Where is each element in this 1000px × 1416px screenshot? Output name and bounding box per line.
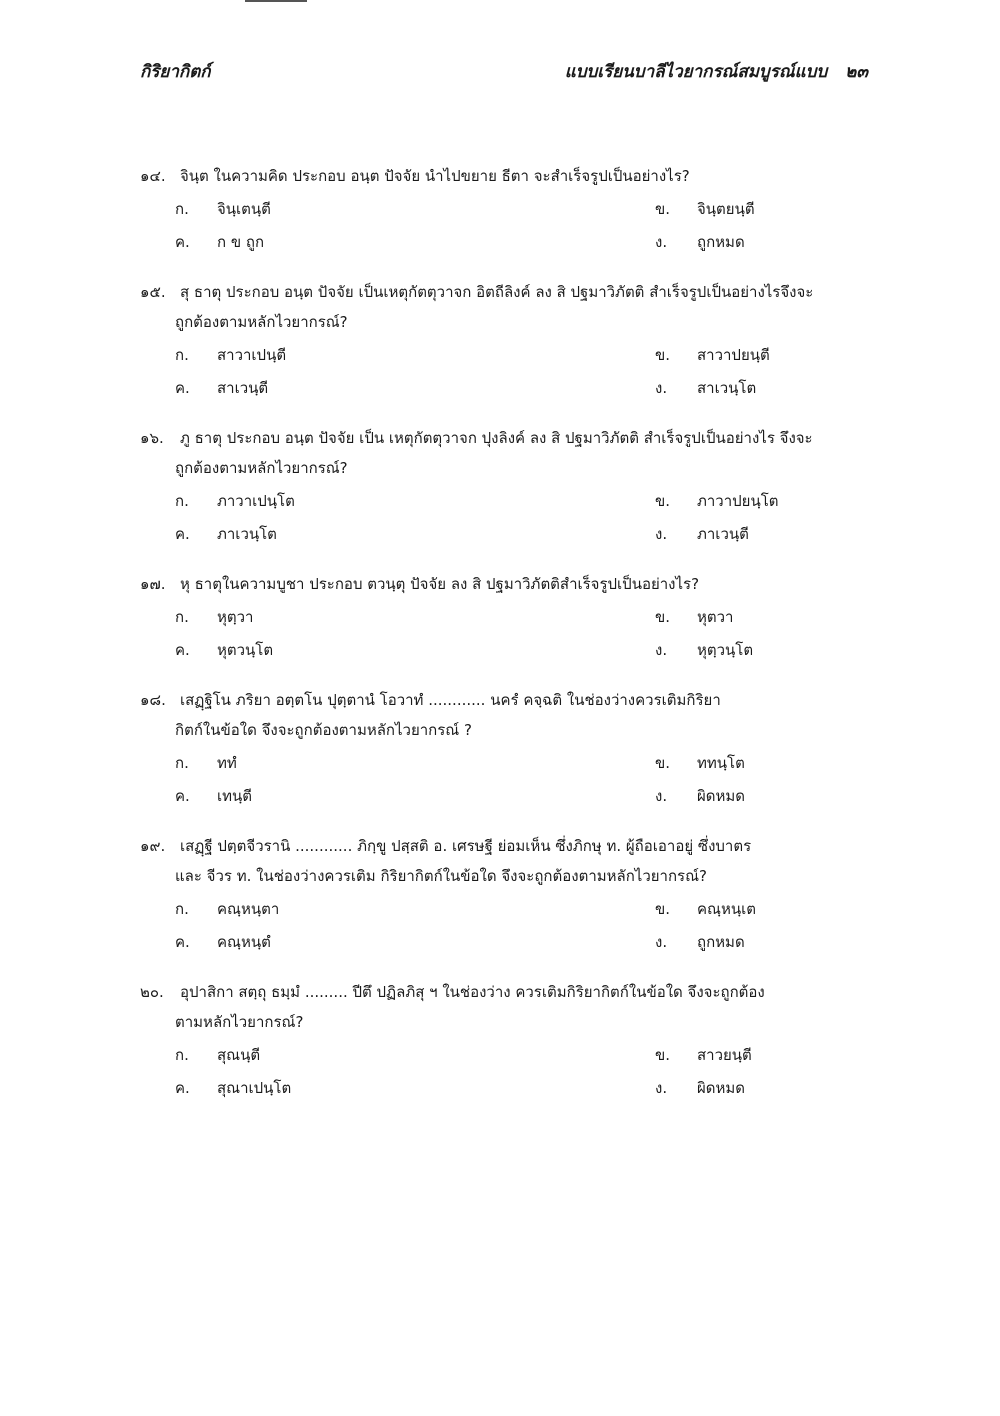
option-b[interactable] xyxy=(655,601,870,634)
option-d[interactable] xyxy=(655,226,870,259)
top-edge-mark xyxy=(245,0,307,2)
question-text: จินฺต ในความคิด ประกอบ อนฺต ปัจจัย นำไปขยาย ธีตา จะสำเร็จรูปเป็นอย่างไร? xyxy=(180,167,690,185)
option-b[interactable] xyxy=(655,193,870,226)
option-a[interactable] xyxy=(140,747,655,780)
option-label: ข. xyxy=(655,900,671,918)
question-18 xyxy=(140,684,870,813)
option-text: สุณาเปนฺโต xyxy=(217,1079,292,1097)
option-label: ง. xyxy=(655,233,668,251)
question-text-continued: และ จีวร ท. ในช่องว่างควรเติม กิริยากิตก์ในข้อใด จึงจะถูกต้องตามหลักไวยากรณ์? xyxy=(175,867,707,885)
question-number: ๑๔. xyxy=(140,167,166,185)
option-label: ง. xyxy=(655,525,668,543)
option-label: ง. xyxy=(655,933,668,951)
question-17 xyxy=(140,568,870,667)
option-d[interactable] xyxy=(655,372,870,405)
option-c[interactable] xyxy=(140,780,655,813)
option-c[interactable] xyxy=(140,518,655,551)
option-b[interactable] xyxy=(655,339,870,372)
page-number: ๒๓ xyxy=(845,62,868,82)
question-text-continued: ตามหลักไวยากรณ์? xyxy=(175,1013,304,1031)
question-number: ๑๖. xyxy=(140,429,164,447)
option-b[interactable] xyxy=(655,893,870,926)
option-label: ข. xyxy=(655,608,671,626)
option-label: ข. xyxy=(655,346,671,364)
option-text: ภาวาเปนฺโต xyxy=(217,492,295,510)
option-text: ภาเวนฺตี xyxy=(697,525,749,543)
option-label: ก. xyxy=(175,900,189,918)
question-text: อุปาสิกา สตฺถุ ธมฺมํ ......... ปีตึ ปฏิลภิสุ ฯ ในช่องว่าง ควรเติมกิริยากิตก์ในข้อใด จึงจะถูกต้อง xyxy=(180,983,765,1001)
page-header xyxy=(0,58,1000,88)
option-c[interactable] xyxy=(140,634,655,667)
option-text: ถูกหมด xyxy=(697,233,745,251)
option-text: หุตวา xyxy=(697,608,734,626)
option-text: สาวาปยนฺตี xyxy=(697,346,770,364)
option-label: ค. xyxy=(175,787,190,805)
question-text-continued: ถูกต้องตามหลักไวยากรณ์? xyxy=(175,459,348,477)
option-d[interactable] xyxy=(655,518,870,551)
option-label: ก. xyxy=(175,754,189,772)
option-text: ผิดหมด xyxy=(697,787,746,805)
option-text: จินฺเตนฺตี xyxy=(217,200,271,218)
option-a[interactable] xyxy=(140,1039,655,1072)
option-label: ข. xyxy=(655,1046,671,1064)
option-text: สาวาเปนฺตี xyxy=(217,346,287,364)
option-label: ค. xyxy=(175,379,190,397)
question-number: ๑๙. xyxy=(140,837,166,855)
option-text: สาเวนฺตี xyxy=(217,379,269,397)
option-label: ค. xyxy=(175,641,190,659)
question-15 xyxy=(140,276,870,405)
option-label: ข. xyxy=(655,492,671,510)
question-number: ๒๐. xyxy=(140,983,164,1001)
option-a[interactable] xyxy=(140,193,655,226)
option-text: ถูกหมด xyxy=(697,933,745,951)
question-text: หุ ธาตุในความบูชา ประกอบ ตวนฺตุ ปัจจัย ลง สิ ปฐมาวิภัตติสำเร็จรูปเป็นอย่างไร? xyxy=(180,575,700,593)
option-c[interactable] xyxy=(140,226,655,259)
option-text: สุณนฺตี xyxy=(217,1046,261,1064)
option-label: ข. xyxy=(655,754,671,772)
question-text-continued: ถูกต้องตามหลักไวยากรณ์? xyxy=(175,313,348,331)
question-text: ภู ธาตุ ประกอบ อนฺต ปัจจัย เป็น เหตุกัตตุวาจก ปุงลิงค์ ลง สิ ปฐมาวิภัตติ สำเร็จรูปเป็นอย่างไร จึงจะ xyxy=(180,429,813,447)
option-text: คณฺหนฺตา xyxy=(217,900,280,918)
option-a[interactable] xyxy=(140,339,655,372)
option-label: ก. xyxy=(175,1046,189,1064)
option-label: ค. xyxy=(175,933,190,951)
option-text: สาเวนฺโต xyxy=(697,379,757,397)
option-label: ค. xyxy=(175,525,190,543)
question-text: เสฏฺฐิโน ภริยา อตฺตโน ปุตฺตานํ โอวาทํ ............ นครํ คจฺฉติ ในช่องว่างควรเติมกิริยา xyxy=(180,691,721,709)
option-label: ก. xyxy=(175,200,189,218)
question-text: เสฏฺฐี ปตฺตจีวรานิ ............ ภิกฺขู ปสฺสติ อ. เศรษฐี ย่อมเห็น ซึ่งภิกษุ ท. ผู้ถือเอาอยู่ ซึ่งบาตร xyxy=(180,837,752,855)
option-label: ง. xyxy=(655,1079,668,1097)
question-text-continued: กิตก์ในข้อใด จึงจะถูกต้องตามหลักไวยากรณ์ ? xyxy=(175,721,472,739)
question-19 xyxy=(140,830,870,959)
question-16 xyxy=(140,422,870,551)
option-c[interactable] xyxy=(140,1072,655,1105)
option-d[interactable] xyxy=(655,926,870,959)
option-label: ก. xyxy=(175,608,189,626)
option-text: สาวยนฺตี xyxy=(697,1046,752,1064)
option-b[interactable] xyxy=(655,485,870,518)
option-c[interactable] xyxy=(140,926,655,959)
question-20 xyxy=(140,976,870,1105)
question-number: ๑๘. xyxy=(140,691,166,709)
question-text: สุ ธาตุ ประกอบ อนฺต ปัจจัย เป็นเหตุกัตตุวาจก อิตถีลิงค์ ลง สิ ปฐมาวิภัตติ สำเร็จรูปเป็นอย่างไรจึงจะ xyxy=(180,283,814,301)
option-d[interactable] xyxy=(655,1072,870,1105)
option-text: คณฺหนฺตํ xyxy=(217,933,271,951)
option-a[interactable] xyxy=(140,893,655,926)
option-text: คณฺหนฺเต xyxy=(697,900,756,918)
chapter-title: กิริยากิตก์ xyxy=(140,62,211,82)
option-text: จินฺตยนฺตี xyxy=(697,200,755,218)
question-number: ๑๗. xyxy=(140,575,166,593)
question-list xyxy=(140,160,870,1122)
option-label: ง. xyxy=(655,379,668,397)
option-text: ภาเวนฺโต xyxy=(217,525,277,543)
option-text: หุตวนฺโต xyxy=(217,641,274,659)
option-label: ข. xyxy=(655,200,671,218)
option-label: ง. xyxy=(655,787,668,805)
option-text: เทนฺตี xyxy=(217,787,253,805)
option-b[interactable] xyxy=(655,1039,870,1072)
option-label: ก. xyxy=(175,346,189,364)
option-a[interactable] xyxy=(140,601,655,634)
option-text: ก ข ถูก xyxy=(217,233,265,251)
option-text: ททํ xyxy=(217,754,237,772)
option-text: หุตฺวา xyxy=(217,608,254,626)
option-text: หุตฺวนฺโต xyxy=(697,641,754,659)
option-b[interactable] xyxy=(655,747,870,780)
option-label: ค. xyxy=(175,1079,190,1097)
option-c[interactable] xyxy=(140,372,655,405)
question-number: ๑๕. xyxy=(140,283,166,301)
option-text: ททนฺโต xyxy=(697,754,745,772)
option-label: ง. xyxy=(655,641,668,659)
option-label: ค. xyxy=(175,233,190,251)
option-d[interactable] xyxy=(655,780,870,813)
option-a[interactable] xyxy=(140,485,655,518)
option-text: ภาวาปยนฺโต xyxy=(697,492,779,510)
option-text: ผิดหมด xyxy=(697,1079,746,1097)
book-title-and-page xyxy=(565,58,868,85)
question-14 xyxy=(140,160,870,259)
option-d[interactable] xyxy=(655,634,870,667)
book-title: แบบเรียนบาลีไวยากรณ์สมบูรณ์แบบ xyxy=(564,62,828,82)
option-label: ก. xyxy=(175,492,189,510)
